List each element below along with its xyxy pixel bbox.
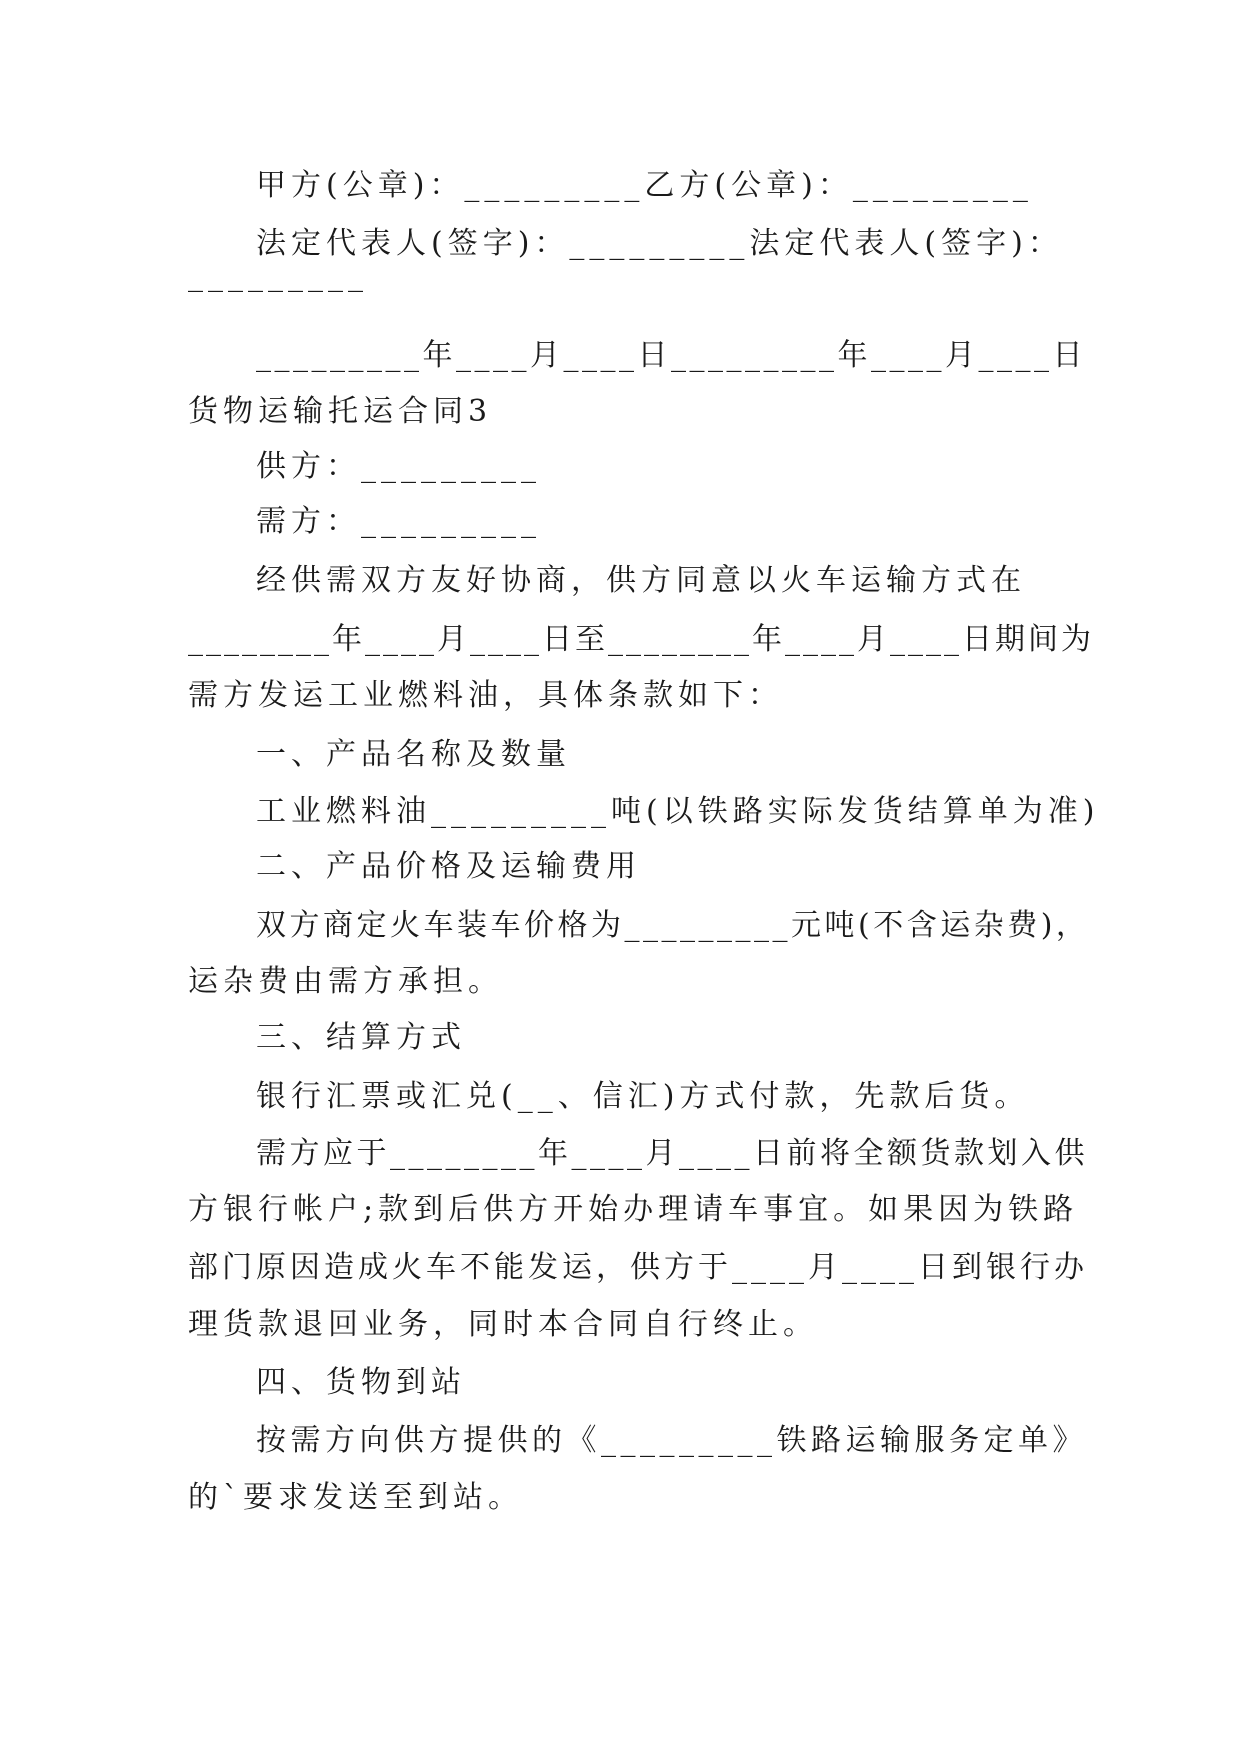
signature-party-line: 甲方(公章)：_________乙方(公章)：_________ [256, 168, 1033, 203]
body-line: 方银行帐户;款到后供方开始办理请车事宜。如果因为铁路 [188, 1192, 1079, 1227]
buyer-line: 需方：_________ [256, 504, 541, 539]
section-heading: 三、结算方式 [256, 1020, 466, 1055]
body-line: 工业燃料油_________吨(以铁路实际发货结算单为准) [256, 794, 1100, 829]
body-line: 部门原因造成火车不能发运，供方于____月____日到银行办 [188, 1250, 1088, 1285]
body-line: 理货款退回业务，同时本合同自行终止。 [188, 1307, 818, 1342]
legal-representative-line: 法定代表人(签字)：_________法定代表人(签字)： [256, 226, 1063, 261]
intro-paragraph-line: ________年____月____日至________年____月____日期间为 [188, 622, 1094, 657]
intro-paragraph-line: 需方发运工业燃料油，具体条款如下： [188, 678, 783, 713]
signature-date-line: _________年____月____日_________年____月____日 [256, 338, 1086, 373]
body-line: 双方商定火车装车价格为_________元吨(不含运杂费)， [256, 908, 1090, 943]
signature-blank-line: _________ [188, 258, 368, 293]
body-line: 按需方向供方提供的《_________铁路运输服务定单》 [256, 1423, 1087, 1458]
contract-title: 货物运输托运合同3 [188, 394, 493, 429]
body-line: 运杂费由需方承担。 [188, 964, 503, 999]
body-line: 的`要求发送至到站。 [188, 1480, 523, 1515]
section-heading: 四、货物到站 [256, 1365, 466, 1400]
body-line: 银行汇票或汇兑(__、信汇)方式付款，先款后货。 [256, 1079, 1030, 1114]
body-line: 需方应于________年____月____日前将全额货款划入供 [256, 1136, 1088, 1171]
section-heading: 一、产品名称及数量 [256, 737, 571, 772]
intro-paragraph-line: 经供需双方友好协商，供方同意以火车运输方式在 [256, 563, 1026, 598]
supplier-line: 供方：_________ [256, 449, 541, 484]
section-heading: 二、产品价格及运输费用 [256, 849, 641, 884]
